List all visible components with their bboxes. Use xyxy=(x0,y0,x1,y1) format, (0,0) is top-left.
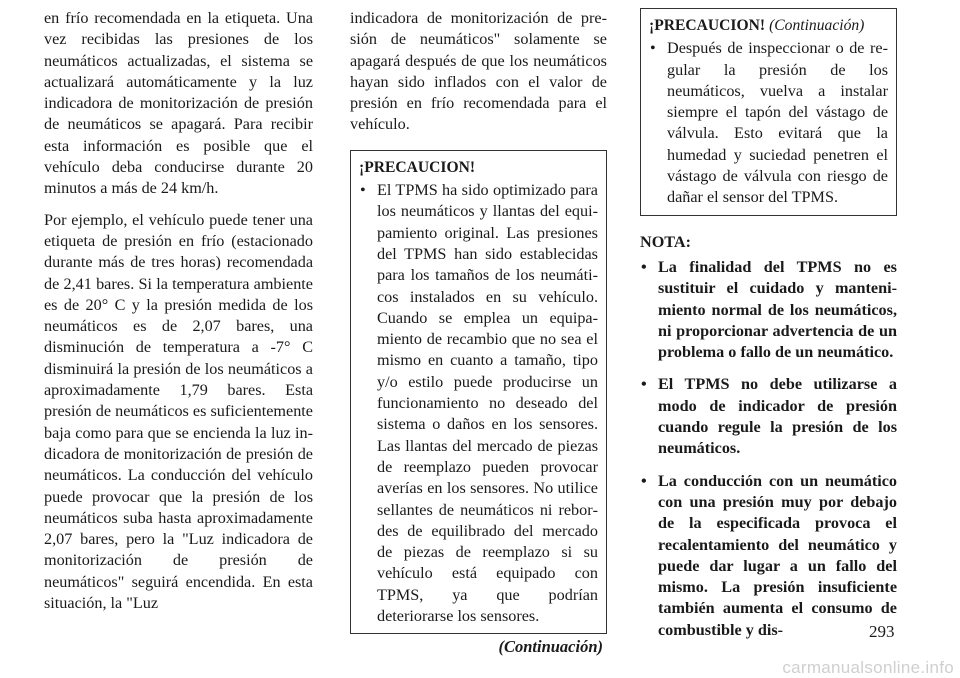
warning-title xyxy=(359,157,598,178)
warning-box xyxy=(350,150,607,635)
continued-label: (Continuación) xyxy=(498,637,603,657)
warning-bullet: • Después de inspeccionar o de regular la presión de los neumáticos, vuelva a instalar siempre el tapón del vástago de válvula. Esto evitará que la humedad y suciedad penetren el vástago de válvula con riesgo de dañar el sensor del TPMS. xyxy=(649,38,888,208)
body-paragraph: Por ejemplo, el vehículo puede tener una etiqueta de presión en frío (estacionado durante más de tres horas) recomendada de 2,41 bares. Si la temperatura ambiente es de 20° C y la presión medida de los neumáticos es de 2,07 bares, una disminución de temperatura a -7° C disminuirá la presión de los neumáticos a aproximadamente 1,79 bares. Esta presión de neumáticos es suficientemente baja como para que se encienda la luz indicadora de monitorización de presión de neumáticos. La conducción del vehículo puede provocar que la presión de los neumáticos suba hasta aproximadamente 2,07 bares, pero la "Luz indicadora de monitorización de presión de neumáticos" seguirá encendida. En esta situación, la "Luz xyxy=(44,210,313,613)
warning-bullet: • El TPMS ha sido optimizado para los neumáticos y llantas del equipamiento original. Las presiones del TPMS han sido establecidas para los tamaños de los neumáticos instalados en su vehículo. Cuando se emplea un equipamiento de recambio que no sea el mismo en cuanto a tamaño, tipo y/o estilo puede producirse un funcionamiento no deseado del sistema o daños en los sensores. Las llantas del mercado de piezas de reemplazo pueden provocar averías en los sensores. No utilice sellantes de neumáticos ni rebordes de equilibrado del mercado de piezas de reemplazo si su vehículo está equipado con TPMS, ya que podrían deteriorarse los sensores. xyxy=(359,180,598,627)
note-title: NOTA: xyxy=(640,232,691,251)
note-item: • La finalidad del TPMS no es sustituir el cuidado y mantenimiento normal de los neumáticos, ni proporcionar advertencia de un problema o fallo de un neumático. xyxy=(640,257,897,363)
warning-list xyxy=(359,180,598,627)
warning-title-text: ¡PRECAUCION! xyxy=(649,17,766,34)
watermark: carmanualsonline.info xyxy=(782,658,954,677)
text-column-left xyxy=(44,8,313,624)
warning-title xyxy=(649,15,888,36)
note-list xyxy=(640,257,897,641)
warning-list xyxy=(649,38,888,208)
note-item: • El TPMS no debe utilizarse a modo de indicador de presión cuando regule la presión de los neumáticos. xyxy=(640,374,897,459)
page-number: 293 xyxy=(869,622,895,641)
body-paragraph: en frío recomendada en la etiqueta. Una vez recibidas las presiones de los neumáticos actualizadas, el sistema se actualizará automáticamente y la luz indicadora de monitorización de presión de neumáticos se apagará. Para recibir esta información es posible que el vehículo deba conducirse durante 20 minutos a más de 24 km/h. xyxy=(44,9,313,198)
note-item: • La conducción con un neumático con una presión muy por debajo de la especificada provoca el recalentamiento del neumático y puede dar lugar a un fallo del mismo. La presión insuficiente también aumenta el consumo de combustible y dis- xyxy=(640,471,897,641)
warning-box-continued xyxy=(640,8,897,216)
text-column-right xyxy=(640,8,897,652)
warning-title-text: ¡PRECAUCION! xyxy=(359,158,476,176)
text-column-middle xyxy=(350,8,607,658)
body-paragraph: indicadora de monitorización de presión de neumáticos" solamente se apagará después de que los neumáticos hayan sido inflados con el valor de presión en frío recomendada para el vehículo. xyxy=(350,9,607,134)
warning-continued-label: (Continuación) xyxy=(769,17,865,34)
